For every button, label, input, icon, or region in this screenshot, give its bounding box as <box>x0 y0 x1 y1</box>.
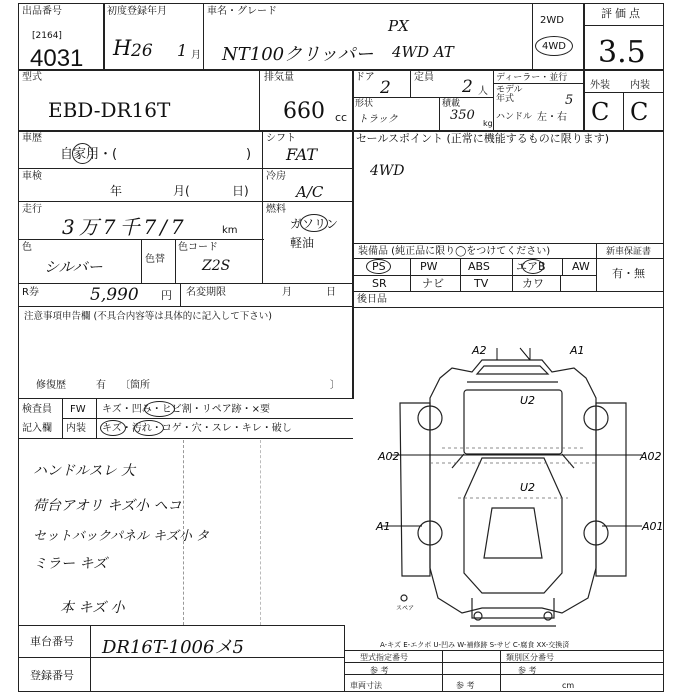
tax-value: 5,990 <box>90 285 139 305</box>
load-label: 積載 <box>442 99 461 109</box>
history-label: 車歴 <box>22 133 42 144</box>
color-change-label: 色替 <box>145 254 165 265</box>
registration-number-label: 登録番号 <box>30 669 74 682</box>
equip-sr: SR <box>372 277 387 290</box>
mark-u2-middle: U2 <box>520 481 536 494</box>
color-value: シルバー <box>44 258 103 276</box>
damage-legend: A-キズ E-エクボ U-凹み W-補修跡 S-サビ C-腐食 XX-交換済 <box>380 641 570 649</box>
capacity-unit: 人 <box>478 86 488 97</box>
drive-2wd-label: 2WD <box>540 15 564 26</box>
fuel-circle <box>300 214 328 232</box>
repair-value: 有 <box>96 380 106 391</box>
notes-label: 注意事項申告欄 (不具合内容等は具体的に記入して下さい) <box>24 311 272 322</box>
mark-a2: A2 <box>472 344 487 357</box>
ac-label: 冷房 <box>266 171 286 182</box>
lot-number: 4031 <box>30 45 84 72</box>
first-registration-era: H <box>113 36 132 60</box>
equip-pw: PW <box>420 260 438 273</box>
fuel-label: 燃料 <box>266 204 286 215</box>
ac-value: A/C <box>296 183 324 201</box>
mark-u2-top: U2 <box>520 394 536 407</box>
type-designation-label: 型式指定番号 <box>360 653 408 662</box>
chassis-label: 車台番号 <box>30 635 74 648</box>
shift-label: シフト <box>266 133 296 144</box>
lot-code: [2164] <box>32 31 62 41</box>
remark-3: セットバックパネル キズ小 タ <box>33 529 209 544</box>
first-registration-month: 1 <box>177 41 188 60</box>
color-code-value: Z2S <box>202 258 231 274</box>
chassis-value: DR16T-1006メ5 <box>102 637 244 658</box>
month-unit: 月 <box>191 50 201 61</box>
fw-items: キズ・凹み・ヒビ割・リペア跡・×要 <box>102 404 270 415</box>
door-label: ドア <box>355 72 375 83</box>
repair-part-open: 〔箇所 <box>120 380 150 391</box>
displacement-unit: cc <box>335 111 348 124</box>
fuel-diesel: 軽油 <box>290 236 315 250</box>
car-diagram <box>352 308 664 638</box>
fw-dent-circle <box>144 401 175 417</box>
ref-2: 参 考 <box>518 666 537 675</box>
equip-tv: TV <box>474 277 489 290</box>
drive-4wd-circled: 4WD <box>535 36 573 56</box>
mileage-value: 3万7千7/7 <box>62 215 188 239</box>
repair-label: 修復歴 <box>36 380 66 391</box>
ref-3: 参 考 <box>456 681 475 690</box>
equip-airbag-circle <box>522 259 544 274</box>
dealer-label: ディーラー・並行 <box>496 73 568 83</box>
mileage-label: 走行 <box>22 204 42 215</box>
handle-label: ハンドル <box>496 112 533 122</box>
capacity-label: 定員 <box>414 72 434 83</box>
shift-value: FAT <box>286 145 318 164</box>
fw-label: FW <box>70 404 86 415</box>
fuel-gasoline: ガソリン <box>290 217 339 231</box>
inspector-label: 検査員 <box>22 404 52 415</box>
name-grade-label: 車名・グレード <box>207 6 277 17</box>
warranty-value: 有・無 <box>612 267 645 280</box>
remark-4: ミラー キズ <box>33 556 108 572</box>
history-close: ) <box>246 147 252 162</box>
after-items-label: 後日品 <box>357 294 387 305</box>
inspection-label: 車検 <box>22 171 42 182</box>
equip-navi: ナビ <box>422 277 444 290</box>
remark-1: ハンドルスレ 大 <box>33 463 136 479</box>
handle-options: 左・右 <box>537 112 567 123</box>
shape-label: 形状 <box>355 99 374 109</box>
ref-1: 参 考 <box>370 666 389 675</box>
mark-a1-left: A1 <box>376 520 391 533</box>
first-registration-label: 初度登録年月 <box>107 6 167 17</box>
equip-ps-circle <box>366 259 391 274</box>
record-label: 記入欄 <box>22 423 52 434</box>
length-unit: cm <box>562 681 575 690</box>
tax-unit: 円 <box>161 289 172 302</box>
load-unit: kg <box>483 119 493 128</box>
score-label: 評価点 <box>601 7 643 20</box>
equip-airbag: エアB <box>516 260 546 273</box>
category-label: 類別区分番号 <box>506 653 554 662</box>
inspection-year: 年 <box>110 184 123 198</box>
color-label: 色 <box>22 242 32 253</box>
equip-ps: PS <box>372 260 386 273</box>
shape-value: トラック <box>358 114 398 125</box>
exterior-grade: C <box>591 98 610 126</box>
interior-scratch-circle <box>100 420 126 436</box>
spare-label: スペア <box>396 605 415 612</box>
history-options: 自家用・( <box>60 147 118 162</box>
sales-point-label: セールスポイント (正常に機能するものに限ります) <box>356 132 610 145</box>
tax-label: R券 <box>22 287 39 298</box>
repair-part-close: 〕 <box>330 380 340 391</box>
mark-a02-left: A02 <box>378 450 400 463</box>
model-year-value: 5 <box>565 93 574 108</box>
remark-2: 荷台アオリ キズ小 ヘコ <box>33 498 182 514</box>
interior-row-label: 内装 <box>66 423 86 434</box>
interior-items: キズ・汚れ・コゲ・穴・スレ・キレ・破し <box>102 423 292 434</box>
displacement-value: 660 <box>283 99 325 124</box>
name-change-day: 日 <box>326 287 336 298</box>
remark-5: 本 キズ 小 <box>60 600 125 616</box>
inspection-day: 日) <box>232 184 249 198</box>
body-dims-label: 車両寸法 <box>350 681 382 690</box>
displacement-label: 排気量 <box>264 72 294 83</box>
history-circle <box>72 143 93 164</box>
mark-a02-right: A02 <box>640 450 662 463</box>
mark-a01-right: A01 <box>642 520 664 533</box>
door-value: 2 <box>380 78 391 98</box>
equipment-label: 装備品 (純正品に限り◯をつけてください) <box>358 246 551 257</box>
load-value: 350 <box>450 108 475 123</box>
first-registration-year: 26 <box>131 41 153 61</box>
warranty-label: 新車保証書 <box>606 247 652 257</box>
name-change-label: 名変期限 <box>186 287 226 298</box>
grade-value: PX <box>388 17 409 35</box>
model-name: NT100クリッパー <box>222 44 374 65</box>
lot-number-label: 出品番号 <box>22 6 62 17</box>
interior-grade: C <box>630 98 649 126</box>
equip-aw: AW <box>572 260 590 273</box>
type-label: 型式 <box>22 72 42 83</box>
inspection-month: 月( <box>173 184 190 198</box>
mark-a1: A1 <box>570 344 585 357</box>
capacity-value: 2 <box>462 77 473 97</box>
interior-label: 内装 <box>630 80 650 91</box>
model-year-label: モデル年式 <box>496 85 523 104</box>
mileage-unit: km <box>222 225 238 236</box>
color-code-label: 色コード <box>178 242 218 253</box>
name-change-month: 月 <box>282 287 292 298</box>
interior-stain-circle <box>134 420 164 436</box>
exterior-label: 外装 <box>590 80 610 91</box>
score-value: 3.5 <box>598 35 646 70</box>
equip-abs: ABS <box>468 260 490 273</box>
equip-leather: カワ <box>522 277 544 290</box>
drive-transmission: 4WD AT <box>392 43 454 61</box>
sales-point-value: 4WD <box>370 163 405 179</box>
type-value: EBD-DR16T <box>48 98 171 122</box>
